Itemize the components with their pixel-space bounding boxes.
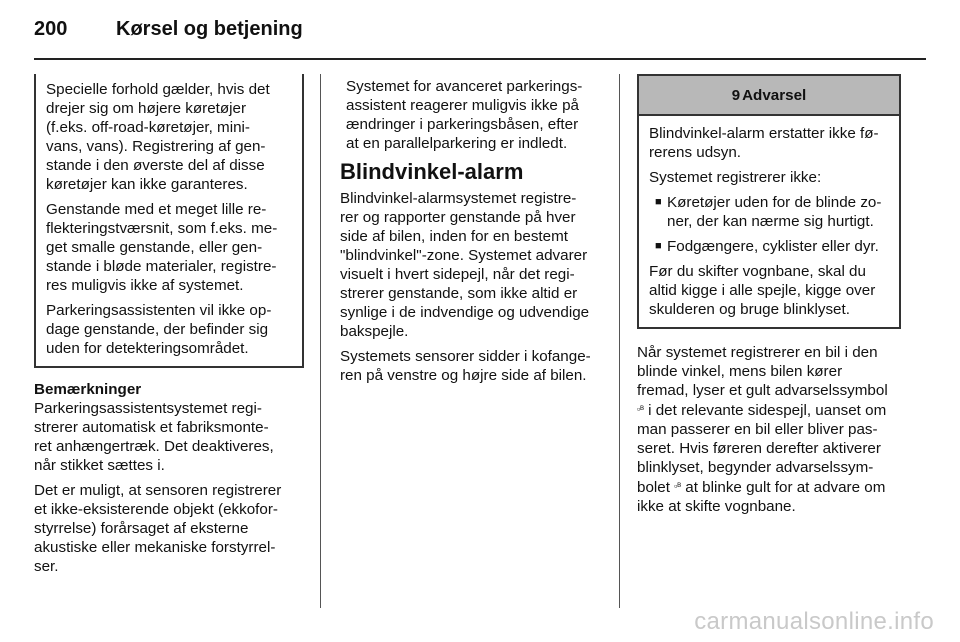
- header-divider: [34, 58, 926, 60]
- warning-body: [639, 116, 899, 327]
- notes-paragraph-1: Parkeringsassistentsystemet regi- strerer automatisk et fabriksmonte- ret anhængertræk. Det deaktiveres, når stikket sættes i.: [34, 400, 274, 474]
- blind-spot-symbol-icon: ▫ᴮ: [674, 481, 682, 491]
- column-1: [34, 74, 304, 582]
- column-divider-1: [320, 74, 321, 608]
- warning-bullet-item: ■ Køretøjer uden for de blinde zo- ner, der kan nærme sig hurtigt.: [649, 193, 889, 231]
- watermark: carmanualsonline.info: [694, 608, 934, 635]
- bullet-square-icon: ■: [655, 240, 662, 252]
- info-box-paragraph-3: Parkeringsassistenten vil ikke op- dage genstande, der befinder sig uden for detekteringsområdet.: [46, 302, 272, 357]
- warning-paragraph-2: Systemet registrerer ikke:: [649, 169, 822, 186]
- blind-spot-paragraph: Når systemet registrerer en bil i den blinde vinkel, mens bilen kører fremad, lyser et gult advarselssymbol ▫ᴮ i det relevante sidespejl, uanset om man passerer en bil eller bliver pas- seret. Hvis føreren derefter aktiverer blinklyset, begynder advarselssym- bolet ▫ᴮ at blinke gult for at advare om ikke at skifte vognbane.: [637, 344, 888, 515]
- info-box: [34, 74, 304, 368]
- column-2: [340, 77, 606, 391]
- warning-title: Advarsel: [742, 86, 807, 104]
- intro-paragraph: Systemet for avanceret parkerings- assistent reagerer muligvis ikke på ændringer i parkeringsbåsen, efter at en parallelparkering er indledt.: [346, 78, 583, 152]
- warning-header: [639, 76, 899, 116]
- warning-bullet-item: ■ Fodgængere, cyklister eller dyr.: [649, 237, 889, 256]
- warning-paragraph-1: Blindvinkel-alarm erstatter ikke fø- rerens udsyn.: [649, 125, 879, 161]
- info-box-paragraph-1: Specielle forhold gælder, hvis det drejer sig om højere køretøjer (f.eks. off-road-køretøjer, mini- vans, vans). Registrering af gen- stande i den øverste del af disse køretøjer kan ikke garanteres.: [46, 81, 270, 193]
- bullet-square-icon: ■: [655, 196, 662, 208]
- section-paragraph-1: Blindvinkel-alarmsystemet registre- rer og rapporter genstande på hver side af bilen, inden for en bestemt "blindvinkel"-zone. Systemet advarer visuelt i hvert sidepejl, når det regi- strerer genstande, som ikke altid er synlige i de indvendige og udvendige bakspejle.: [340, 190, 590, 340]
- notes-heading: Bemærkninger: [34, 381, 142, 398]
- blind-spot-symbol-icon: ▫ᴮ: [637, 404, 644, 414]
- page-header: [34, 18, 303, 48]
- column-3: [637, 74, 901, 522]
- section-paragraph-2: Systemets sensorer sidder i kofange- ren på venstre og højre side af bilen.: [340, 348, 591, 384]
- page-number: 200: [34, 18, 68, 40]
- warning-box: [637, 74, 901, 329]
- warning-triangle-icon: 9: [731, 86, 741, 104]
- notes-paragraph-2: Det er muligt, at sensoren registrerer et ikke-eksisterende objekt (ekkofor- styrrelse) forårsaget af eksterne akustiske eller mekaniske forstyrrel- ser.: [34, 482, 282, 575]
- info-box-paragraph-2: Genstande med et meget lille re- flekteringstværsnit, som f.eks. me- get smalle genstande, eller gen- stande i bløde materialer, registre- res muligvis ikke af systemet.: [46, 201, 278, 294]
- section-heading: Blindvinkel-alarm: [340, 159, 524, 184]
- column-divider-2: [619, 74, 620, 608]
- page-title: Kørsel og betjening: [116, 18, 303, 40]
- warning-paragraph-3: Før du skifter vognbane, skal du altid kigge i alle spejle, kigge over skulderen og bruge blinklyset.: [649, 263, 876, 318]
